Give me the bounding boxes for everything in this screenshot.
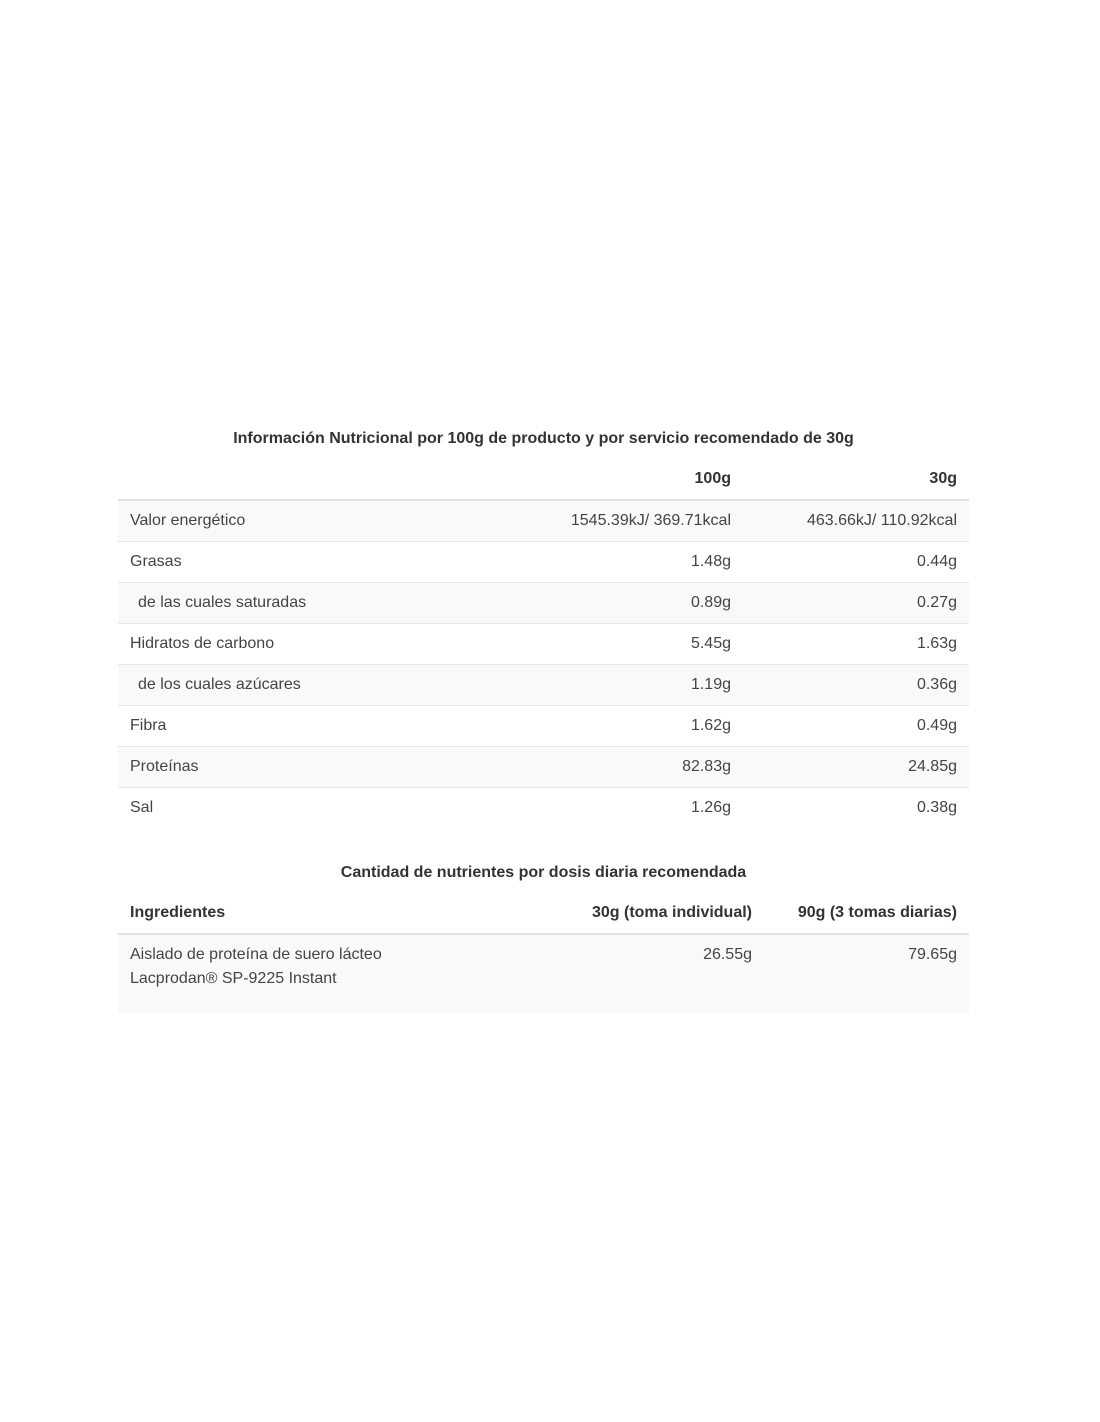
nutrition-header-100g: 100g — [497, 458, 743, 500]
nutrition-table — [118, 458, 969, 828]
value-per-100g: 1.19g — [497, 665, 743, 706]
nutrient-name: Fibra — [118, 706, 497, 747]
value-per-100g: 82.83g — [497, 747, 743, 788]
nutrient-name: Valor energético — [118, 500, 497, 542]
value-per-30g: 0.44g — [743, 542, 969, 583]
value-per-100g: 1.62g — [497, 706, 743, 747]
ingredients-header-row — [118, 892, 969, 934]
value-per-100g: 1.26g — [690, 799, 731, 816]
ingredient-name — [118, 934, 512, 1013]
ingredients-table — [118, 892, 969, 1013]
nutrition-section — [118, 420, 969, 828]
ingredients-table-caption: Cantidad de nutrientes por dosis diaria recomendada — [340, 864, 747, 881]
nutrient-name: de las cuales saturadas — [118, 583, 497, 624]
nutrition-table-caption: Información Nutricional por 100g de producto y por servicio recomendado de 30g — [233, 430, 854, 447]
value-per-100g: 0.89g — [497, 583, 743, 624]
value-per-100g: 5.45g — [497, 624, 743, 665]
nutrient-name: Proteínas — [118, 747, 497, 788]
table-row — [118, 747, 969, 788]
nutrient-name: de los cuales azúcares — [118, 665, 497, 706]
nutrient-name: Hidratos de carbono — [118, 624, 497, 665]
value-per-100g: 1545.39kJ/ 369.71kcal — [497, 500, 743, 542]
value-per-30g: 0.27g — [743, 583, 969, 624]
ingredients-section — [118, 854, 969, 1013]
table-row — [118, 706, 969, 747]
ingredients-header-name: Ingredientes — [118, 892, 512, 934]
nutrition-header-nutrient — [118, 458, 497, 500]
value-single-dose: 26.55g — [512, 934, 764, 1013]
value-per-100g: 1.48g — [497, 542, 743, 583]
table-row — [118, 624, 969, 665]
table-row — [118, 542, 969, 583]
table-row — [118, 788, 969, 829]
ingredient-name-line-2: Lacprodan® SP-9225 Instant — [130, 970, 337, 987]
ingredients-header-single-dose: 30g (toma individual) — [512, 892, 764, 934]
nutrient-name: Grasas — [118, 542, 497, 583]
value-daily-dose: 79.65g — [764, 934, 969, 1013]
nutrition-header-row — [118, 458, 969, 500]
nutrition-document — [118, 420, 969, 1013]
table-row — [118, 500, 969, 542]
value-per-30g: 0.49g — [743, 706, 969, 747]
value-per-30g: 463.66kJ/ 110.92kcal — [743, 500, 969, 542]
ingredients-header-daily-dose: 90g (3 tomas diarias) — [764, 892, 969, 934]
value-per-30g: 24.85g — [743, 747, 969, 788]
nutrition-header-30g: 30g — [743, 458, 969, 500]
value-per-30g: 1.63g — [743, 624, 969, 665]
table-row — [118, 583, 969, 624]
ingredient-name-line-1: Aislado de proteína de suero lácteo — [130, 946, 382, 963]
table-row — [118, 934, 969, 1013]
value-per-30g: 0.38g — [916, 799, 957, 816]
value-per-30g: 0.36g — [743, 665, 969, 706]
table-row — [118, 665, 969, 706]
nutrient-name: Sal — [130, 799, 154, 816]
